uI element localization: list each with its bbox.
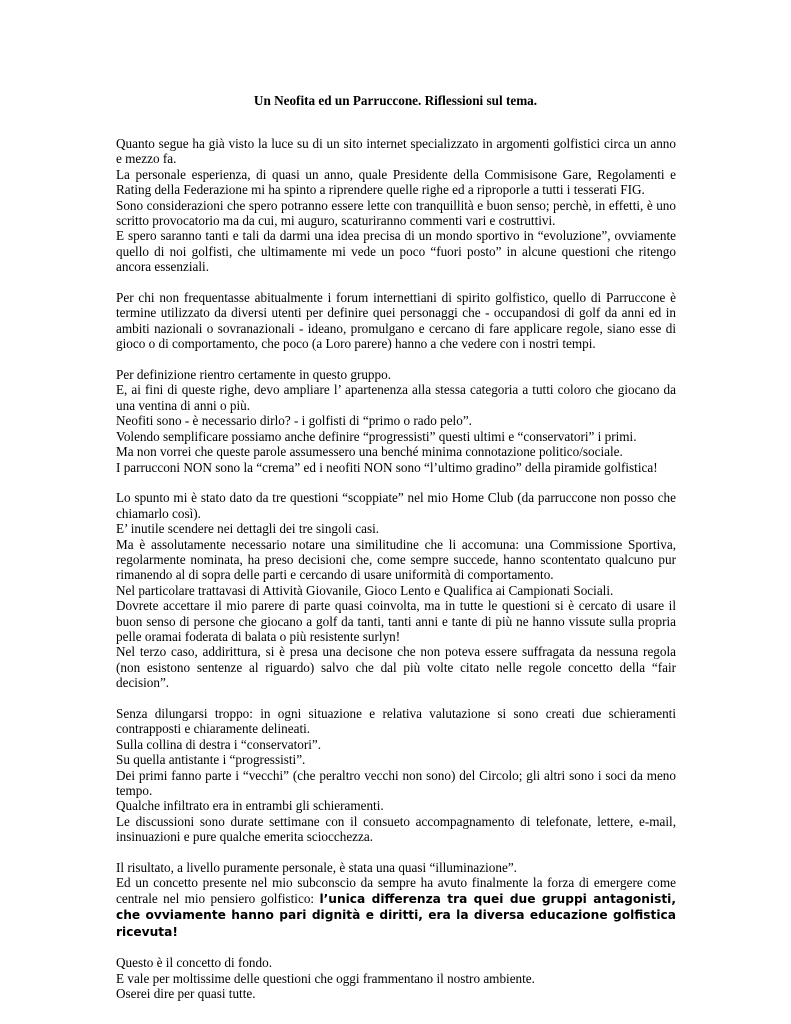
- paragraph-3: [116, 367, 676, 475]
- text-line: Ma non vorrei che queste parole assumessero una benché minima connotazione politico/sociale.: [116, 444, 623, 460]
- text-line: Lo spunto mi è stato dato da tre questioni “scoppiate” nel mio Home Club (da parruccone non posso che chiamarlo così).: [116, 490, 676, 521]
- paragraph-1: [116, 136, 676, 275]
- document-body: [116, 136, 676, 1017]
- text-line: Nel terzo caso, addirittura, si è presa una decisone che non poteva essere suffragata da nessuna regola (non esistono sentenze al riguardo) salvo che dal più volte citato nelle regole concetto della “fair decision”.: [116, 644, 676, 691]
- text-line: Questo è il concetto di fondo.: [116, 955, 273, 971]
- text-line: Neofiti sono - è necessario dirlo? - i golfisti di “primo o rado pelo”.: [116, 413, 472, 429]
- text-line: Le discussioni sono durate settimane con il consueto accompagnamento di telefonate, lettere, e-mail, insinuazioni e pure qualche emerita sciocchezza.: [116, 813, 676, 845]
- paragraph-2: [116, 290, 676, 352]
- text-line: E spero saranno tanti e tali da darmi una idea precisa di un mondo sportivo in “evoluzione”, ovviamente quello di noi golfisti, che ultimamente mi vede un poco “fuori posto” in alcune questioni che ritengo ancora essenziali.: [116, 228, 676, 275]
- emphasis-text: l’unica differenza tra quei due gruppi antagonisti, che ovviamente hanno pari dignità e diritti, era la diversa educazione golfistica ricevuta!: [116, 891, 676, 939]
- paragraph-5: [116, 706, 676, 845]
- text-line: La personale esperienza, di quasi un anno, quale Presidente della Commisisone Gare, Regolamenti e Rating della Federazione mi ha spinto a riprendere quelle righe ed a riproporle a tutti i tesserati FIG.: [116, 166, 676, 198]
- text-line: Ed un concetto presente nel mio subconscio da sempre ha avuto finalmente la forza di emergere come centrale nel mio pensiero golfistico:: [116, 875, 676, 906]
- text-line: Il risultato, a livello puramente personale, è stata una quasi “illuminazione”.: [116, 860, 517, 876]
- text-line: E’ inutile scendere nei dettagli dei tre singoli casi.: [116, 521, 380, 537]
- document-title: Un Neofita ed un Parruccone. Riflessioni sul tema.: [253, 93, 538, 108]
- text-line: Sulla collina di destra i “conservatori”.: [116, 736, 322, 752]
- paragraph-7: [116, 955, 676, 1001]
- text-line: Sono considerazioni che spero potranno essere lette con tranquillità e buon senso; perchè, in effetti, è uno scritto provocatorio ma da cui, mi auguro, scaturiranno commenti vari e costruttivi.: [116, 197, 676, 229]
- text-line: Dei primi fanno parte i “vecchi” (che peraltro vecchi non sono) del Circolo; gli altri sono i soci da meno tempo.: [116, 767, 676, 798]
- paragraph-6: [116, 860, 676, 940]
- text-line: Dovrete accettare il mio parere di parte quasi coinvolta, ma in tutte le questioni si è cercato di usare il buon senso di persone che giocano a golf da tanti, tanti anni e tante di più ne hanno vissute sulla propria pelle oramai foderata di balata o più resistente surlyn!: [116, 598, 676, 644]
- text-line: E vale per moltissime delle questioni che oggi frammentano il nostro ambiente.: [116, 970, 535, 986]
- text-line: Per definizione rientro certamente in questo gruppo.: [116, 367, 392, 383]
- paragraph-4: [116, 490, 676, 690]
- text-line: Oserei dire per quasi tutte.: [116, 986, 256, 1002]
- text-line: Quanto segue ha già visto la luce su di un sito internet specializzato in argomenti golfistici circa un anno e mezzo fa.: [116, 136, 676, 167]
- text-line: Senza dilungarsi troppo: in ogni situazione e relativa valutazione si sono creati due schieramenti contrapposti e chiaramente delineati.: [116, 705, 676, 737]
- text-line: E, ai fini di queste righe, devo ampliare l’ apartenenza alla stessa categoria a tutti coloro che giocano da una ventina di anni o più.: [116, 382, 676, 413]
- text-line: Per chi non frequentasse abitualmente i forum internettiani di spirito golfistico, quello di Parruccone è termine utilizzato da diversi utenti per definire quei personaggi che - occupandosi di golf da anni ed in ambiti nazionali o sovranazionali - ideano, promulgano e cercano di fare applicare regole, siano esse di gioco o di comportamento, che poco (a Loro parere) hanno a che vedere con i nostri tempi.: [116, 290, 676, 352]
- text-line: Ma è assolutamente necessario notare una similitudine che li accomuna: una Commissione Sportiva, regolarmente nominata, ha preso decisioni che, come sempre succede, hanno scontentato qualcuno pur rimanendo al di sopra delle parti e cercando di usare uniformità di comportamento.: [116, 536, 676, 583]
- text-line: Nel particolare trattavasi di Attività Giovanile, Gioco Lento e Qualifica ai Campionati Sociali.: [116, 582, 614, 598]
- text-line: Su quella antistante i “progressisti”.: [116, 752, 306, 768]
- text-line: I parrucconi NON sono la “crema” ed i neofiti NON sono “l’ultimo gradino” della piramide golfistica!: [116, 459, 658, 475]
- text-line: Qualche infiltrato era in entrambi gli schieramenti.: [116, 798, 384, 814]
- text-line: Volendo semplificare possiamo anche definire “progressisti” questi ultimi e “conservatori” i primi.: [116, 428, 637, 444]
